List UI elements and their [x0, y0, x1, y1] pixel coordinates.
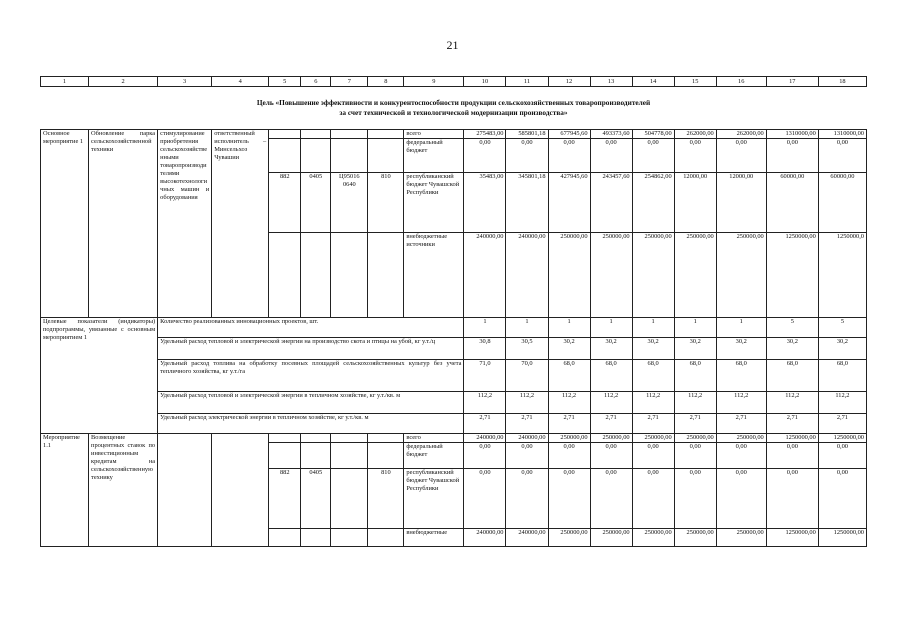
event2-name: Возмещение процентных ставок по инвестиционным кредитам на сельскохозяйственную технику	[89, 434, 158, 547]
source-label: всего	[404, 434, 464, 443]
value-cell: 427945,60	[548, 173, 590, 233]
value-cell: 2,71	[464, 414, 506, 434]
value-cell: 0,00	[590, 443, 632, 469]
value-cell: 5	[766, 318, 818, 338]
indicator-name: Удельный расход электрической энергии в тепличном хозяйстве, кг у.т./кв. м	[158, 414, 464, 434]
goal-heading	[40, 98, 867, 118]
event2-row-total	[41, 434, 867, 443]
value-cell: 60000,00	[818, 173, 866, 233]
value-cell: 70,0	[506, 360, 548, 392]
value-cell: 35483,00	[464, 173, 506, 233]
value-cell: 2,71	[548, 414, 590, 434]
value-cell: 68,0	[818, 360, 866, 392]
event1-name: Обновление парка сельскохозяйственной техники	[89, 130, 158, 318]
value-cell: 68,0	[674, 360, 716, 392]
goal-line-2: за счет технической и технологической модернизации производства»	[339, 108, 568, 117]
value-cell: 5	[818, 318, 866, 338]
value-cell: 250000,00	[548, 529, 590, 547]
value-cell: 493373,60	[590, 130, 632, 139]
value-cell: 0,00	[632, 443, 674, 469]
value-cell: 71,0	[464, 360, 506, 392]
value-cell: 12000,00	[674, 173, 716, 233]
value-cell: 1250000,00	[766, 529, 818, 547]
event1-executor: ответственный исполнитель – Минсельхоз Чувашии	[212, 130, 269, 318]
value-cell: 30,2	[818, 338, 866, 360]
value-cell: 0,00	[716, 139, 766, 173]
value-cell: 0,00	[766, 443, 818, 469]
value-cell: 0,00	[548, 469, 590, 529]
column-number-cell: 12	[548, 77, 590, 87]
page-number: 21	[446, 38, 459, 52]
value-cell: 243457,60	[590, 173, 632, 233]
indicator-row	[41, 414, 867, 434]
value-cell: 240000,00	[464, 434, 506, 443]
value-cell: 0,00	[464, 139, 506, 173]
value-cell: 0,00	[674, 139, 716, 173]
value-cell: 2,71	[716, 414, 766, 434]
value-cell: 0,00	[506, 469, 548, 529]
column-number-header	[40, 76, 867, 87]
rzpr-code: 0405	[301, 173, 331, 233]
value-cell: 250000,00	[716, 233, 766, 318]
event1-measure: стимулирование приобретения сельскохозяйственными товаропроизводителями высокотехнологичных машин и оборудования	[158, 130, 212, 318]
value-cell: 1310000,00	[766, 130, 818, 139]
value-cell: 0,00	[818, 443, 866, 469]
indicator-row	[41, 392, 867, 414]
value-cell: 1250000,00	[766, 434, 818, 443]
value-cell: 68,0	[548, 360, 590, 392]
value-cell: 30,2	[716, 338, 766, 360]
value-cell: 1250000,00	[818, 529, 866, 547]
value-cell: 250000,00	[674, 529, 716, 547]
value-cell: 0,00	[632, 139, 674, 173]
column-number-cell: 14	[632, 77, 674, 87]
value-cell: 0,00	[674, 443, 716, 469]
value-cell: 250000,00	[548, 434, 590, 443]
indicator-row	[41, 338, 867, 360]
value-cell: 112,2	[632, 392, 674, 414]
value-cell: 0,00	[766, 139, 818, 173]
source-label: внебюджетные	[404, 529, 464, 547]
program-table	[40, 129, 867, 547]
value-cell: 0,00	[590, 469, 632, 529]
value-cell: 677945,60	[548, 130, 590, 139]
value-cell: 1250000,0	[818, 233, 866, 318]
value-cell: 1	[548, 318, 590, 338]
column-number-cell: 9	[404, 77, 464, 87]
source-label: федеральный бюджет	[404, 443, 464, 469]
value-cell: 1	[716, 318, 766, 338]
column-number-cell: 3	[158, 77, 212, 87]
value-cell: 250000,00	[590, 529, 632, 547]
value-cell: 2,71	[674, 414, 716, 434]
value-cell: 68,0	[632, 360, 674, 392]
event1-type: Основное мероприятие 1	[41, 130, 89, 318]
value-cell: 1	[464, 318, 506, 338]
value-cell: 250000,00	[674, 233, 716, 318]
value-cell: 250000,00	[548, 233, 590, 318]
event2-type: Мероприятие 1.1	[41, 434, 89, 547]
indicators-label: Целевые показатели (индикаторы) подпрограммы, увязанные с основным мероприятием 1	[41, 318, 158, 434]
value-cell: 112,2	[766, 392, 818, 414]
value-cell: 2,71	[506, 414, 548, 434]
value-cell: 250000,00	[590, 233, 632, 318]
value-cell: 240000,00	[506, 529, 548, 547]
value-cell: 345801,18	[506, 173, 548, 233]
indicator-name: Количество реализованных инновационных проектов, шт.	[158, 318, 464, 338]
csr-code: Ц95016 0640	[331, 173, 368, 233]
value-cell: 250000,00	[716, 529, 766, 547]
source-label: республиканский бюджет Чувашской Республики	[404, 469, 464, 529]
value-cell: 240000,00	[464, 529, 506, 547]
indicator-row	[41, 360, 867, 392]
value-cell: 112,2	[506, 392, 548, 414]
value-cell: 0,00	[464, 443, 506, 469]
indicator-row	[41, 318, 867, 338]
value-cell: 2,71	[766, 414, 818, 434]
value-cell: 0,00	[506, 139, 548, 173]
value-cell: 112,2	[716, 392, 766, 414]
value-cell: 0,00	[590, 139, 632, 173]
column-number-cell: 13	[590, 77, 632, 87]
rzpr-code: 0405	[301, 469, 331, 529]
value-cell: 250000,00	[590, 434, 632, 443]
column-number-cell: 5	[269, 77, 301, 87]
event1-row-total	[41, 130, 867, 139]
value-cell: 1	[590, 318, 632, 338]
column-number-cell: 17	[766, 77, 818, 87]
value-cell: 0,00	[632, 469, 674, 529]
column-number-cell: 6	[301, 77, 331, 87]
value-cell: 112,2	[548, 392, 590, 414]
value-cell: 68,0	[766, 360, 818, 392]
value-cell: 0,00	[548, 443, 590, 469]
value-cell: 30,5	[506, 338, 548, 360]
value-cell: 1250000,00	[766, 233, 818, 318]
value-cell: 1	[674, 318, 716, 338]
column-number-cell: 15	[674, 77, 716, 87]
value-cell: 250000,00	[716, 434, 766, 443]
vr-code: 810	[368, 173, 404, 233]
indicator-name: Удельный расход топлива на обработку посевных площадей сельскохозяйственных культур без учета тепличного хозяйства, кг у.т./га	[158, 360, 464, 392]
value-cell: 112,2	[818, 392, 866, 414]
value-cell: 60000,00	[766, 173, 818, 233]
value-cell: 112,2	[590, 392, 632, 414]
value-cell: 250000,00	[674, 434, 716, 443]
value-cell: 0,00	[716, 469, 766, 529]
source-label: всего	[404, 130, 464, 139]
value-cell: 240000,00	[506, 233, 548, 318]
vr-code: 810	[368, 469, 404, 529]
column-number-cell: 16	[716, 77, 766, 87]
value-cell: 30,8	[464, 338, 506, 360]
value-cell: 0,00	[766, 469, 818, 529]
column-number-cell: 4	[212, 77, 269, 87]
column-number-cell: 2	[89, 77, 158, 87]
value-cell: 1	[632, 318, 674, 338]
value-cell: 1250000,00	[818, 434, 866, 443]
value-cell: 1310000,00	[818, 130, 866, 139]
indicator-name: Удельный расход тепловой и электрической энергии на производство скота и птицы на убой, кг у.т./ц	[158, 338, 464, 360]
value-cell: 2,71	[818, 414, 866, 434]
value-cell: 112,2	[464, 392, 506, 414]
value-cell: 275483,00	[464, 130, 506, 139]
value-cell: 240000,00	[506, 434, 548, 443]
value-cell: 250000,00	[632, 434, 674, 443]
value-cell: 30,2	[674, 338, 716, 360]
value-cell: 254862,00	[632, 173, 674, 233]
column-number-cell: 10	[464, 77, 506, 87]
column-number-cell: 7	[331, 77, 368, 87]
value-cell: 0,00	[818, 469, 866, 529]
value-cell: 585801,18	[506, 130, 548, 139]
value-cell: 30,2	[766, 338, 818, 360]
value-cell: 68,0	[716, 360, 766, 392]
value-cell: 30,2	[548, 338, 590, 360]
value-cell: 2,71	[632, 414, 674, 434]
source-label: внебюджетные источники	[404, 233, 464, 318]
source-label: республиканский бюджет Чувашской Республики	[404, 173, 464, 233]
column-number-cell: 18	[818, 77, 866, 87]
value-cell: 30,2	[590, 338, 632, 360]
value-cell: 30,2	[632, 338, 674, 360]
grbs-code: 882	[269, 173, 301, 233]
value-cell: 0,00	[674, 469, 716, 529]
value-cell: 112,2	[674, 392, 716, 414]
value-cell: 250000,00	[632, 529, 674, 547]
source-label: федеральный бюджет	[404, 139, 464, 173]
goal-line-1: Цель «Повышение эффективности и конкурентоспособности продукции сельскохозяйственных товаропроизводителей	[256, 98, 651, 107]
column-number-cell: 11	[506, 77, 548, 87]
value-cell: 0,00	[716, 443, 766, 469]
value-cell: 504778,00	[632, 130, 674, 139]
indicator-name: Удельный расход тепловой и электрической энергии в тепличном хозяйстве, кг у.т./кв. м	[158, 392, 464, 414]
value-cell: 2,71	[590, 414, 632, 434]
value-cell: 0,00	[506, 443, 548, 469]
value-cell: 262000,00	[674, 130, 716, 139]
value-cell: 0,00	[818, 139, 866, 173]
value-cell: 0,00	[464, 469, 506, 529]
value-cell: 12000,00	[716, 173, 766, 233]
column-number-cell: 8	[368, 77, 404, 87]
value-cell: 240000,00	[464, 233, 506, 318]
grbs-code: 882	[269, 469, 301, 529]
column-number-cell: 1	[41, 77, 89, 87]
value-cell: 0,00	[548, 139, 590, 173]
value-cell: 1	[506, 318, 548, 338]
value-cell: 262000,00	[716, 130, 766, 139]
value-cell: 68,0	[590, 360, 632, 392]
value-cell: 250000,00	[632, 233, 674, 318]
